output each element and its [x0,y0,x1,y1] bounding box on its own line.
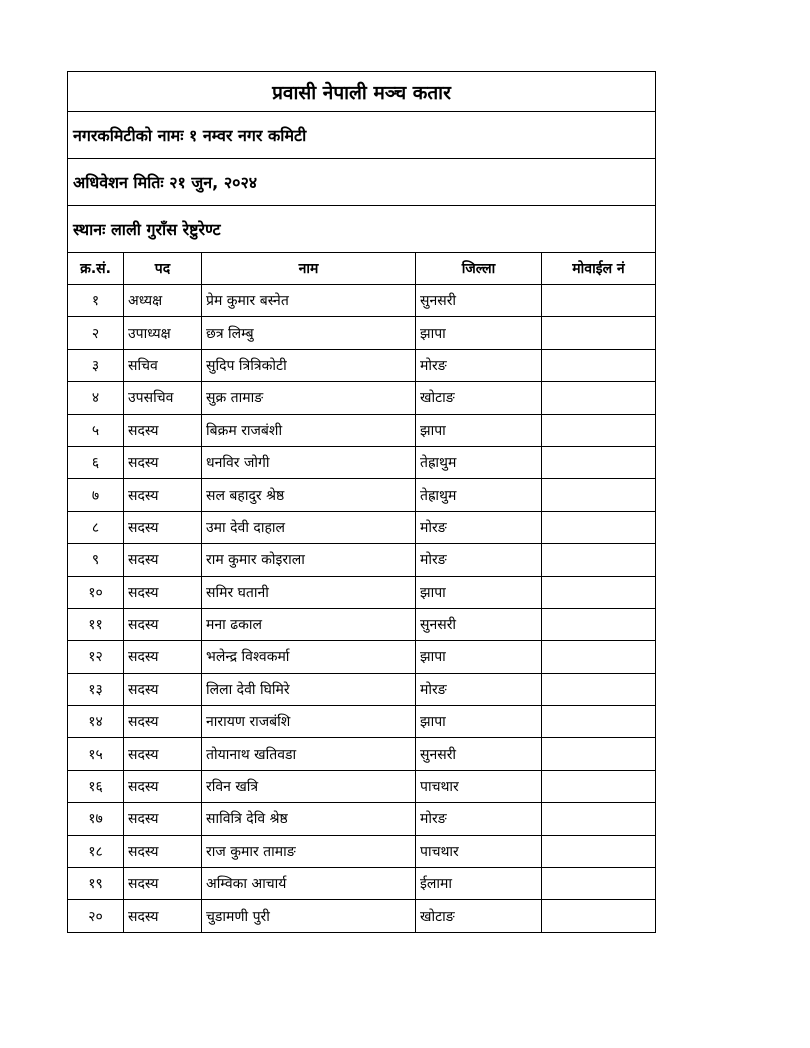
cell-name: प्रेम कुमार बस्नेत [202,285,416,317]
cell-name: तोयानाथ खतिवडा [202,738,416,770]
table-row [68,285,656,317]
cell-name: मना ढकाल [202,608,416,640]
document-title: प्रवासी नेपाली मञ्च कतार [68,72,656,112]
cell-mobile [542,738,656,770]
cell-serial: ५ [68,414,124,446]
cell-mobile [542,576,656,608]
cell-post: सदस्य [124,414,202,446]
cell-post: सदस्य [124,544,202,576]
cell-mobile [542,317,656,349]
cell-serial: १० [68,576,124,608]
cell-name: सल बहादुर श्रेष्ठ [202,479,416,511]
table-row [68,641,656,673]
committee-row [68,112,656,159]
cell-name: छत्र लिम्बु [202,317,416,349]
table-row [68,511,656,543]
date-row [68,159,656,206]
table-row [68,349,656,381]
cell-serial: ८ [68,511,124,543]
table-row [68,479,656,511]
cell-post: सदस्य [124,803,202,835]
cell-name: राज कुमार तामाङ [202,835,416,867]
cell-mobile [542,803,656,835]
table-row [68,706,656,738]
cell-post: सदस्य [124,576,202,608]
cell-mobile [542,544,656,576]
table-row [68,835,656,867]
cell-serial: ११ [68,608,124,640]
cell-mobile [542,349,656,381]
cell-mobile [542,511,656,543]
cell-post: सदस्य [124,673,202,705]
cell-post: सचिव [124,349,202,381]
cell-district: झापा [416,576,542,608]
cell-serial: १४ [68,706,124,738]
cell-post: अध्यक्ष [124,285,202,317]
cell-mobile [542,868,656,900]
cell-district: तेह्राथुम [416,479,542,511]
cell-district: तेह्राथुम [416,446,542,478]
venue-row [68,206,656,253]
cell-name: लिला देवी घिमिरे [202,673,416,705]
cell-name: धनविर जोगी [202,446,416,478]
cell-post: सदस्य [124,608,202,640]
cell-name: अम्विका आचार्य [202,868,416,900]
cell-post: सदस्य [124,641,202,673]
title-row [68,72,656,112]
cell-mobile [542,285,656,317]
cell-district: ईलामा [416,868,542,900]
table-row [68,317,656,349]
cell-serial: ९ [68,544,124,576]
committee-table [67,71,656,933]
cell-post: उपाध्यक्ष [124,317,202,349]
cell-mobile [542,479,656,511]
cell-district: पाचथार [416,770,542,802]
cell-mobile [542,770,656,802]
table-row [68,868,656,900]
cell-post: सदस्य [124,738,202,770]
cell-name: चुडामणी पुरी [202,900,416,932]
cell-name: उमा देवी दाहाल [202,511,416,543]
table-row [68,446,656,478]
cell-post: सदस्य [124,770,202,802]
table-row [68,608,656,640]
cell-name: बिक्रम राजबंशी [202,414,416,446]
table-row [68,900,656,932]
cell-serial: १५ [68,738,124,770]
cell-mobile [542,382,656,414]
cell-serial: २ [68,317,124,349]
table-row [68,576,656,608]
cell-name: समिर घतानी [202,576,416,608]
table-row [68,673,656,705]
cell-district: झापा [416,414,542,446]
cell-district: झापा [416,706,542,738]
cell-mobile [542,641,656,673]
cell-district: मोरङ [416,349,542,381]
cell-serial: ६ [68,446,124,478]
cell-name: सुक्र तामाङ [202,382,416,414]
cell-name: सावित्रि देवि श्रेष्ठ [202,803,416,835]
cell-post: सदस्य [124,446,202,478]
table-row [68,544,656,576]
cell-serial: ७ [68,479,124,511]
cell-serial: १९ [68,868,124,900]
cell-district: सुनसरी [416,608,542,640]
cell-post: सदस्य [124,511,202,543]
table-row [68,770,656,802]
table-body [68,72,656,933]
cell-name: रविन खत्रि [202,770,416,802]
cell-district: मोरङ [416,803,542,835]
cell-district: सुनसरी [416,738,542,770]
cell-name: राम कुमार कोइराला [202,544,416,576]
cell-mobile [542,608,656,640]
cell-serial: २० [68,900,124,932]
cell-serial: ३ [68,349,124,381]
cell-district: खोटाङ [416,900,542,932]
cell-district: मोरङ [416,511,542,543]
cell-serial: १२ [68,641,124,673]
cell-post: सदस्य [124,479,202,511]
committee-name-line: नगरकमिटीको नामः १ नम्वर नगर कमिटी [68,112,656,159]
cell-district: सुनसरी [416,285,542,317]
cell-post: उपसचिव [124,382,202,414]
column-header-name: नाम [202,253,416,285]
cell-district: पाचथार [416,835,542,867]
cell-district: मोरङ [416,544,542,576]
table-row [68,803,656,835]
table-row [68,738,656,770]
cell-mobile [542,446,656,478]
table-row [68,382,656,414]
cell-mobile [542,673,656,705]
convention-date-line: अधिवेशन मितिः २१ जुन, २०२४ [68,159,656,206]
cell-mobile [542,900,656,932]
column-header-mobile: मोवाईल नं [542,253,656,285]
column-header-district: जिल्ला [416,253,542,285]
cell-district: झापा [416,317,542,349]
cell-serial: ४ [68,382,124,414]
cell-serial: १८ [68,835,124,867]
cell-mobile [542,835,656,867]
table-row [68,414,656,446]
cell-serial: १३ [68,673,124,705]
cell-post: सदस्य [124,835,202,867]
cell-mobile [542,414,656,446]
cell-post: सदस्य [124,900,202,932]
cell-district: खोटाङ [416,382,542,414]
cell-post: सदस्य [124,868,202,900]
column-header-row [68,253,656,285]
cell-name: नारायण राजबंशि [202,706,416,738]
cell-post: सदस्य [124,706,202,738]
column-header-serial: क्र.सं. [68,253,124,285]
cell-mobile [542,706,656,738]
cell-serial: १७ [68,803,124,835]
cell-district: झापा [416,641,542,673]
cell-serial: १६ [68,770,124,802]
venue-line: स्थानः लाली गुराँस रेष्टुरेण्ट [68,206,656,253]
cell-name: भलेन्द्र विश्वकर्मा [202,641,416,673]
column-header-post: पद [124,253,202,285]
cell-name: सुदिप त्रित्रिकोटी [202,349,416,381]
cell-serial: १ [68,285,124,317]
cell-district: मोरङ [416,673,542,705]
